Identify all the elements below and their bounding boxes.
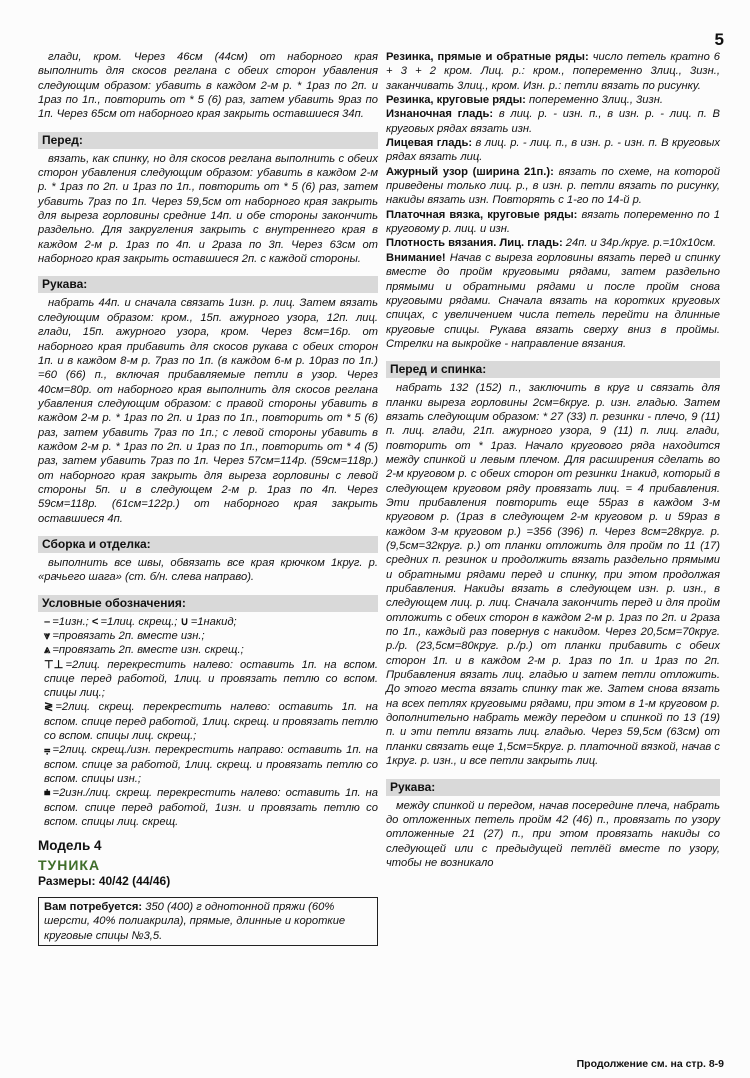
assembly-heading: Сборка и отделка: [38,536,378,553]
cross-left-knit-icon: ⊤⊥ [44,658,64,671]
definition-item: Резинка, круговые ряды: попеременно 3лиц., 3изн. [386,94,663,107]
cross-left-twisted-icon: ≷ [44,701,54,714]
continuation-note: Продолжение см. на стр. 8-9 [576,1058,724,1070]
model-subtitle: ТУНИКА [38,857,101,874]
right-sleeves-text: между спинкой и передом, начав посередине плеча, набрать до отложенных петель пройм 42 (46) п., провязать по узору отложенные 21 (27) п., при этом провязать накиды со следующей или с предыдущей петлёй вместе по узору, чтобы не возникало [386,799,720,869]
legend-heading: Условные обозначения: [38,595,378,612]
back-continuation-text: глади, кром. Через 46см (44см) от наборного края выполнить для скосов реглана с обеих сторон убавления следующим образом: убавить в каждом 2-м р. * 1раз по 2п. и 1раз по 1п., повторить от * 5 (6) раз, затем убавить 9раз по 1п. Через 65см от наборного края закрыть оставшиеся 34п. [38,51,378,121]
cross-right-twisted-purl-icon: ⩦ [44,744,51,757]
cross-left-purl-twisted-icon: ⩧ [44,787,51,800]
purl-two-together-twisted-icon: ⩓ [44,644,51,657]
materials-label: Вам потребуется: [44,901,143,914]
front-back-heading: Перед и спинка: [386,361,720,378]
definition-item: Ажурный узор (ширина 21п.): вязать по схеме, на которой приведены только лиц. р., в изн. р. петли вязать по рисунку, накиды вязать изн. Повторять с 1-го по 14-й р. [386,165,721,207]
yarn-over-symbol-icon: ∪ [180,615,189,628]
definition-item: Лицевая гладь: в лиц. р. - лиц. п., в изн. р. - изн. п. В круговых рядах вязать лиц. [386,137,721,164]
right-sleeves-heading: Рукава: [386,779,720,796]
left-column [38,50,378,946]
front-heading: Перед: [38,132,378,149]
assembly-text: выполнить все швы, обвязать все края крючком 1круг. р. «рачьего шага» (ст. б/н. слева направо). [38,556,378,584]
materials-text: 350 (400) г однотонной пряжи (60% шерсти, 40% полиакрила), прямые, длинные и короткие круговые спицы №3,5. [44,901,346,942]
sleeves-text: набрать 44п. и сначала связать 1изн. р. лиц. Затем вязать следующим образом: кром., 15п. ажурного узора, 12п. лиц. глади, 15п. ажурного узора, кром. Через 8см=16р. от наборного края прибавить для скосов рукава с обеих сторон 1п. и в каждом 8-м р. 7раз по 1п. (в каждом 6-м р. 10раз по 1п.) =60 (66) п., включая прибавляемые петли в узор. Через 40см=80р. от наборного края выполнить для скосов реглана убавления следующим образом: с правой стороны убавить в каждом 2-м р. * 1раз по 2п. и 1раз по 1п., повторить от * 5 (6) раз, затем убавить 7раз по 1п.; с левой стороны убавить в каждом 2-м р. * 1раз по 2п. и 1раз по 1п., повторить от * 4 (5) раз, затем убавить 7раз по 1п. Через 57см=114р. (59см=118р.) от наборного края закрыть для выреза горловины с левой стороны 5п. и в следующем 2-м р. 1раз по 4п. Через 59см=118р. (61см=122р.) от наборного края закрыть оставшиеся 4п. [38,297,378,525]
materials-box [38,897,378,946]
page-number: 5 [714,30,724,49]
definition-item: Платочная вязка, круговые ряды: вязать попеременно по 1 круговому р. лиц. и изн. [386,208,721,236]
definition-item: Резинка, прямые и обратные ряды: число петель кратно 6 + 3 + 2 кром. Лиц. р.: кром., попеременно 3лиц., 3изн., заканчивать 3лиц., кром. Изн. р.: петли вязать по рисунку. [386,51,720,92]
definition-item: Плотность вязания. Лиц. гладь: 24п. и 34р./круг. р.=10x10см. [386,237,716,250]
legend-row: ⩦ =2лиц. скрещ./изн. перекрестить направо: оставить 1п. на вспом. спице за работой, 1лиц. скрещ. и провязать петлю со вспом. спицы изн.; [44,744,378,785]
sizes: Размеры: 40/42 (44/46) [38,874,171,889]
model-title: Модель 4 [38,838,102,854]
legend-row: ≷ =2лиц. скрещ. перекрестить налево: оставить 1п. на вспом. спице перед работой, 1лиц. скрещ. и провязать петлю со вспом. спицы лиц. скрещ.; [44,701,378,743]
legend [38,615,378,829]
legend-row: ⩓ =провязать 2п. вместе изн. скрещ.; [44,644,244,657]
definitions [386,50,720,351]
front-text: вязать, как спинку, но для скосов реглана выполнить с обеих сторон убавления следующим образом: убавить в каждом 2-м р. * 1раз по 2п. и 1раз по 1п., повторить от * 5 (6) раз, затем убавить 7раз по 1п. Через 59,5см от наборного края закрыть для выреза горловины средние 14п. и обе стороны закончить раздельно. Для закругления закрыть с внутреннего края в каждом 2-м р. 1раз по 4п. и 2раза по 3п. Через 63см от наборного края закрыть оставшиеся 2п. с каждой стороны. [38,152,378,266]
purl-two-together-icon: ⩔ [44,629,51,642]
legend-row: ⩔ =провязать 2п. вместе изн.; [44,629,205,642]
right-column [386,50,720,870]
attention-note: Внимание! Начав с выреза горловины вязать перед и спинку вместе до пройм круговыми рядами, затем раздельно прямыми и обратными рядами и после пройм снова круговыми рядами. Сначала вязать на коротких круговых спицах, с увеличением числа петель перейти на длинные круговые спицы. Рукава вязать сверху вниз в проймы. Стрелки на выкройке - направление вязания. [386,251,720,350]
legend-row: – =1изн.; < =1лиц. скрещ.; ∪ =1накид; [44,615,237,628]
sleeves-heading: Рукава: [38,276,378,293]
front-back-text: набрать 132 (152) п., заключить в круг и связать для планки выреза горловины 2см=6круг. р. изн. гладью. Затем вязать следующим образом: * 27 (33) п. резинки - плечо, 9 (11) п. лиц. глади, 21п. ажурного узора, 9 (11) п. лиц. глади, повторить от * 1раз. Начало кругового ряда находится между спинкой и левым плечом. Для расширения сделать во 2-м круговом р. с обеих сторон от резинки 1накид, который в следующем круговом ряду провязать лиц. = 4 прибавления. Эти прибавления повторить еще 55раз в каждом 3-м круговом р. (1раз в следующем 2-м круговом р. и 59раз в каждом 3-м круговом р.) =356 (396) п. Через 8см=28круг. р. (9,5см=32круг. р.) от планки отложить для пройм по 11 (17) средних п. резинок и продолжить вязать раздельно прямыми и обратными рядами перед и спинку, при этом продолжая прибавления. Накиды вязать в следующем изн. р. изн., в следующем лиц. р. лиц. Сначала закончить перед и для пройм отложить с обеих сторон в каждом 2-м р. 1раз по 2п. и 2раза по 1п., каждый раз повернув с накидом. Через 20,5см=70круг. р./р. (23,5см=80круг. р./р.) от планки прибавить с обеих сторон 1п. и в каждом 2-м р. 1раз по 1п. и 1раз по 2п. Прибавления вязать лиц. гладью и затем петли отложить. До этого места вязать спинку так же. Затем снова вязать на всех петлях круговыми рядами, при этом в 1-м круговом р. дополнительно набрать между передом и спинкой по 13 (19) п. и эти петли вязать лиц. гладью. Через 59,5см (63см) от планки связать еще 1,5см=5круг. р. платочной вязкой, начав с 1круг. р. изн., и все петли закрыть лиц. [386,382,720,768]
purl-symbol-icon: – [44,615,51,628]
twisted-knit-symbol-icon: < [91,615,99,628]
legend-row: ⩧ =2изн./лиц. скрещ. перекрестить налево: оставить 1п. на вспом. спице перед работой, 1изн. и провязать петлю со вспом. спицы лиц. скрещ. [44,787,378,828]
legend-row: ⊤⊥ =2лиц. перекрестить налево: оставить 1п. на вспом. спице перед работой, 1лиц. и провязать петлю со вспом. спицы лиц.; [44,658,378,700]
definition-item: Изнаночная гладь: в лиц. р. - изн. п., в изн. р. - лиц. п. В круговых рядах вязать изн. [386,108,721,135]
